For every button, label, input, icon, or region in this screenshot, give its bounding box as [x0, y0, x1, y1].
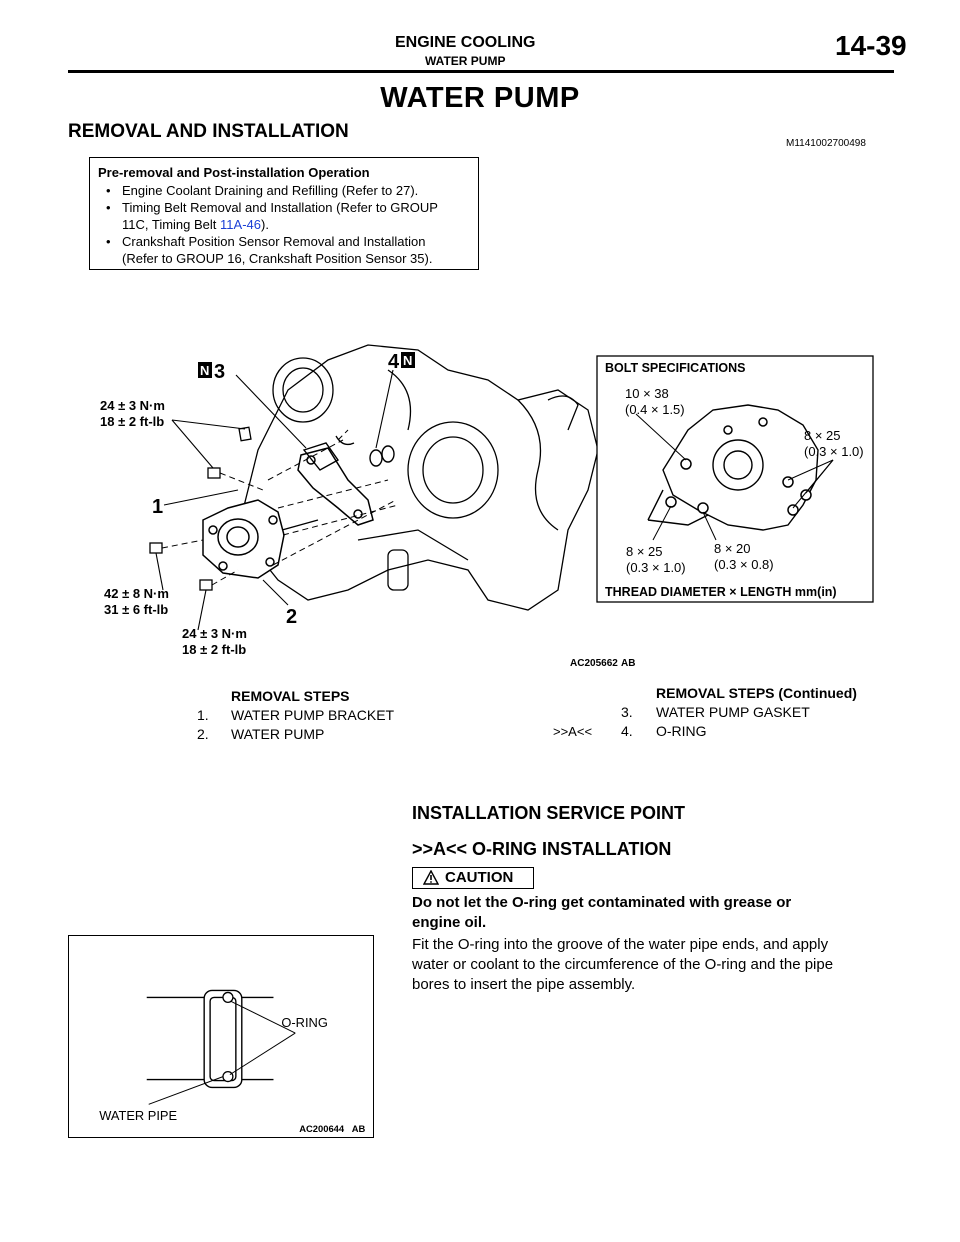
- torque-mid-nm: 42 ± 8 N·m: [104, 586, 169, 601]
- water-pump-exploded-figure: [88, 330, 888, 670]
- pre-operation-item: [98, 233, 478, 267]
- removal-steps-heading: [231, 687, 350, 706]
- pre-operation-item: [98, 182, 478, 199]
- callout-4: 4: [388, 351, 400, 373]
- caution-badge: [412, 867, 534, 889]
- page-title: WATER PUMP: [380, 82, 580, 114]
- figure-suffix: AB: [621, 658, 636, 669]
- figure-code: AC205662: [570, 658, 618, 669]
- torque-mid-ftlb: 31 ± 6 ft-lb: [104, 602, 169, 617]
- spec-c-inch: (0.3 × 1.0): [626, 560, 686, 575]
- new-part-mark: N: [200, 363, 210, 378]
- oring-leader: [149, 1001, 296, 1104]
- cross-reference-link[interactable]: 11A-46: [220, 217, 261, 232]
- item-text: Timing Belt Removal and Installation (Refer to GROUP: [122, 200, 438, 215]
- torque-top-nm: 24 ± 3 N·m: [100, 398, 165, 413]
- item-text: Crankshaft Position Sensor Removal and Installation: [122, 234, 426, 249]
- step-number: 3.: [621, 704, 633, 720]
- header-rule: [68, 70, 894, 73]
- step-water-pump-bracket: WATER PUMP BRACKET: [231, 707, 395, 723]
- instruction-line: Fit the O-ring into the groove of the water pipe ends, and apply: [412, 936, 829, 953]
- oring-section: [223, 992, 233, 1081]
- item-text: ).: [261, 217, 269, 232]
- pre-operation-heading: Pre-removal and Post-installation Operation: [98, 165, 370, 180]
- oring-figure: [68, 935, 374, 1138]
- step-water-pump: WATER PUMP: [231, 726, 325, 742]
- document-code: M1141002700498: [786, 138, 866, 149]
- item-text: 11C, Timing Belt: [122, 217, 221, 232]
- spec-a-size: 10 × 38: [625, 386, 669, 401]
- installation-instructions: [412, 935, 896, 995]
- installation-heading: INSTALLATION SERVICE POINT: [412, 803, 686, 823]
- callout-1: 1: [152, 496, 164, 518]
- pre-operation-box: [89, 157, 479, 270]
- instruction-line: bores to insert the pipe assembly.: [412, 976, 636, 993]
- bolt-spec-title: BOLT SPECIFICATIONS: [605, 361, 746, 375]
- header-subtitle: WATER PUMP: [425, 54, 506, 68]
- oring-label: O-RING: [281, 1015, 328, 1031]
- caution-line: Do not let the O-ring get contaminated with grease or: [412, 894, 792, 911]
- header-title: ENGINE COOLING: [395, 34, 536, 51]
- torque-bottom-ftlb: 18 ± 2 ft-lb: [182, 642, 247, 657]
- spec-d-size: 8 × 20: [714, 541, 751, 556]
- spec-b-inch: (0.3 × 1.0): [804, 444, 864, 459]
- spec-d-inch: (0.3 × 0.8): [714, 557, 774, 572]
- step-o-ring: O-RING: [656, 723, 707, 739]
- spec-b-size: 8 × 25: [804, 428, 841, 443]
- pump-bracket-part: [298, 448, 373, 525]
- figure-code: AC200644: [299, 1123, 345, 1135]
- steps-heading-text: REMOVAL STEPS (Continued): [656, 685, 857, 701]
- water-pipe-label: WATER PIPE: [99, 1108, 178, 1124]
- removal-steps-continued-heading: [656, 684, 857, 703]
- pipe-drawing: [147, 990, 274, 1087]
- warning-icon: [423, 870, 439, 885]
- step-number: 4.: [621, 723, 633, 739]
- section-title: REMOVAL AND INSTALLATION: [68, 121, 349, 142]
- step-number: 2.: [197, 726, 209, 742]
- service-point-marker: >>A<<: [553, 724, 593, 739]
- torque-top-ftlb: 18 ± 2 ft-lb: [100, 414, 165, 429]
- bolt-spec-footer: THREAD DIAMETER × LENGTH mm(in): [605, 585, 837, 599]
- item-text: Engine Coolant Draining and Refilling (Refer to 27).: [122, 183, 419, 198]
- figure-suffix: AB: [351, 1123, 366, 1135]
- item-text: (Refer to GROUP 16, Crankshaft Position Sensor 35).: [122, 251, 433, 266]
- page-number: 14-39: [835, 30, 907, 61]
- engine-block-drawing: [228, 345, 598, 610]
- callout-2: 2: [286, 606, 298, 628]
- oring-installation-heading: >>A<< O-RING INSTALLATION: [412, 839, 672, 859]
- caution-line: engine oil.: [412, 914, 487, 931]
- torque-bottom-nm: 24 ± 3 N·m: [182, 626, 247, 641]
- spec-c-size: 8 × 25: [626, 544, 663, 559]
- step-number: 1.: [197, 707, 209, 723]
- bolt-specifications-inset: [597, 356, 873, 602]
- instruction-line: water or coolant to the circumference of the O-ring and the pipe: [412, 956, 834, 973]
- pre-operation-item: [98, 199, 478, 233]
- step-water-pump-gasket: WATER PUMP GASKET: [656, 704, 810, 720]
- caution-label: CAUTION: [445, 869, 514, 886]
- caution-text: [412, 893, 882, 933]
- new-part-mark: N: [403, 353, 413, 368]
- callout-3: 3: [214, 361, 226, 383]
- water-pump-part: [203, 500, 284, 578]
- spec-a-inch: (0.4 × 1.5): [625, 402, 685, 417]
- steps-heading-text: REMOVAL STEPS: [231, 688, 350, 704]
